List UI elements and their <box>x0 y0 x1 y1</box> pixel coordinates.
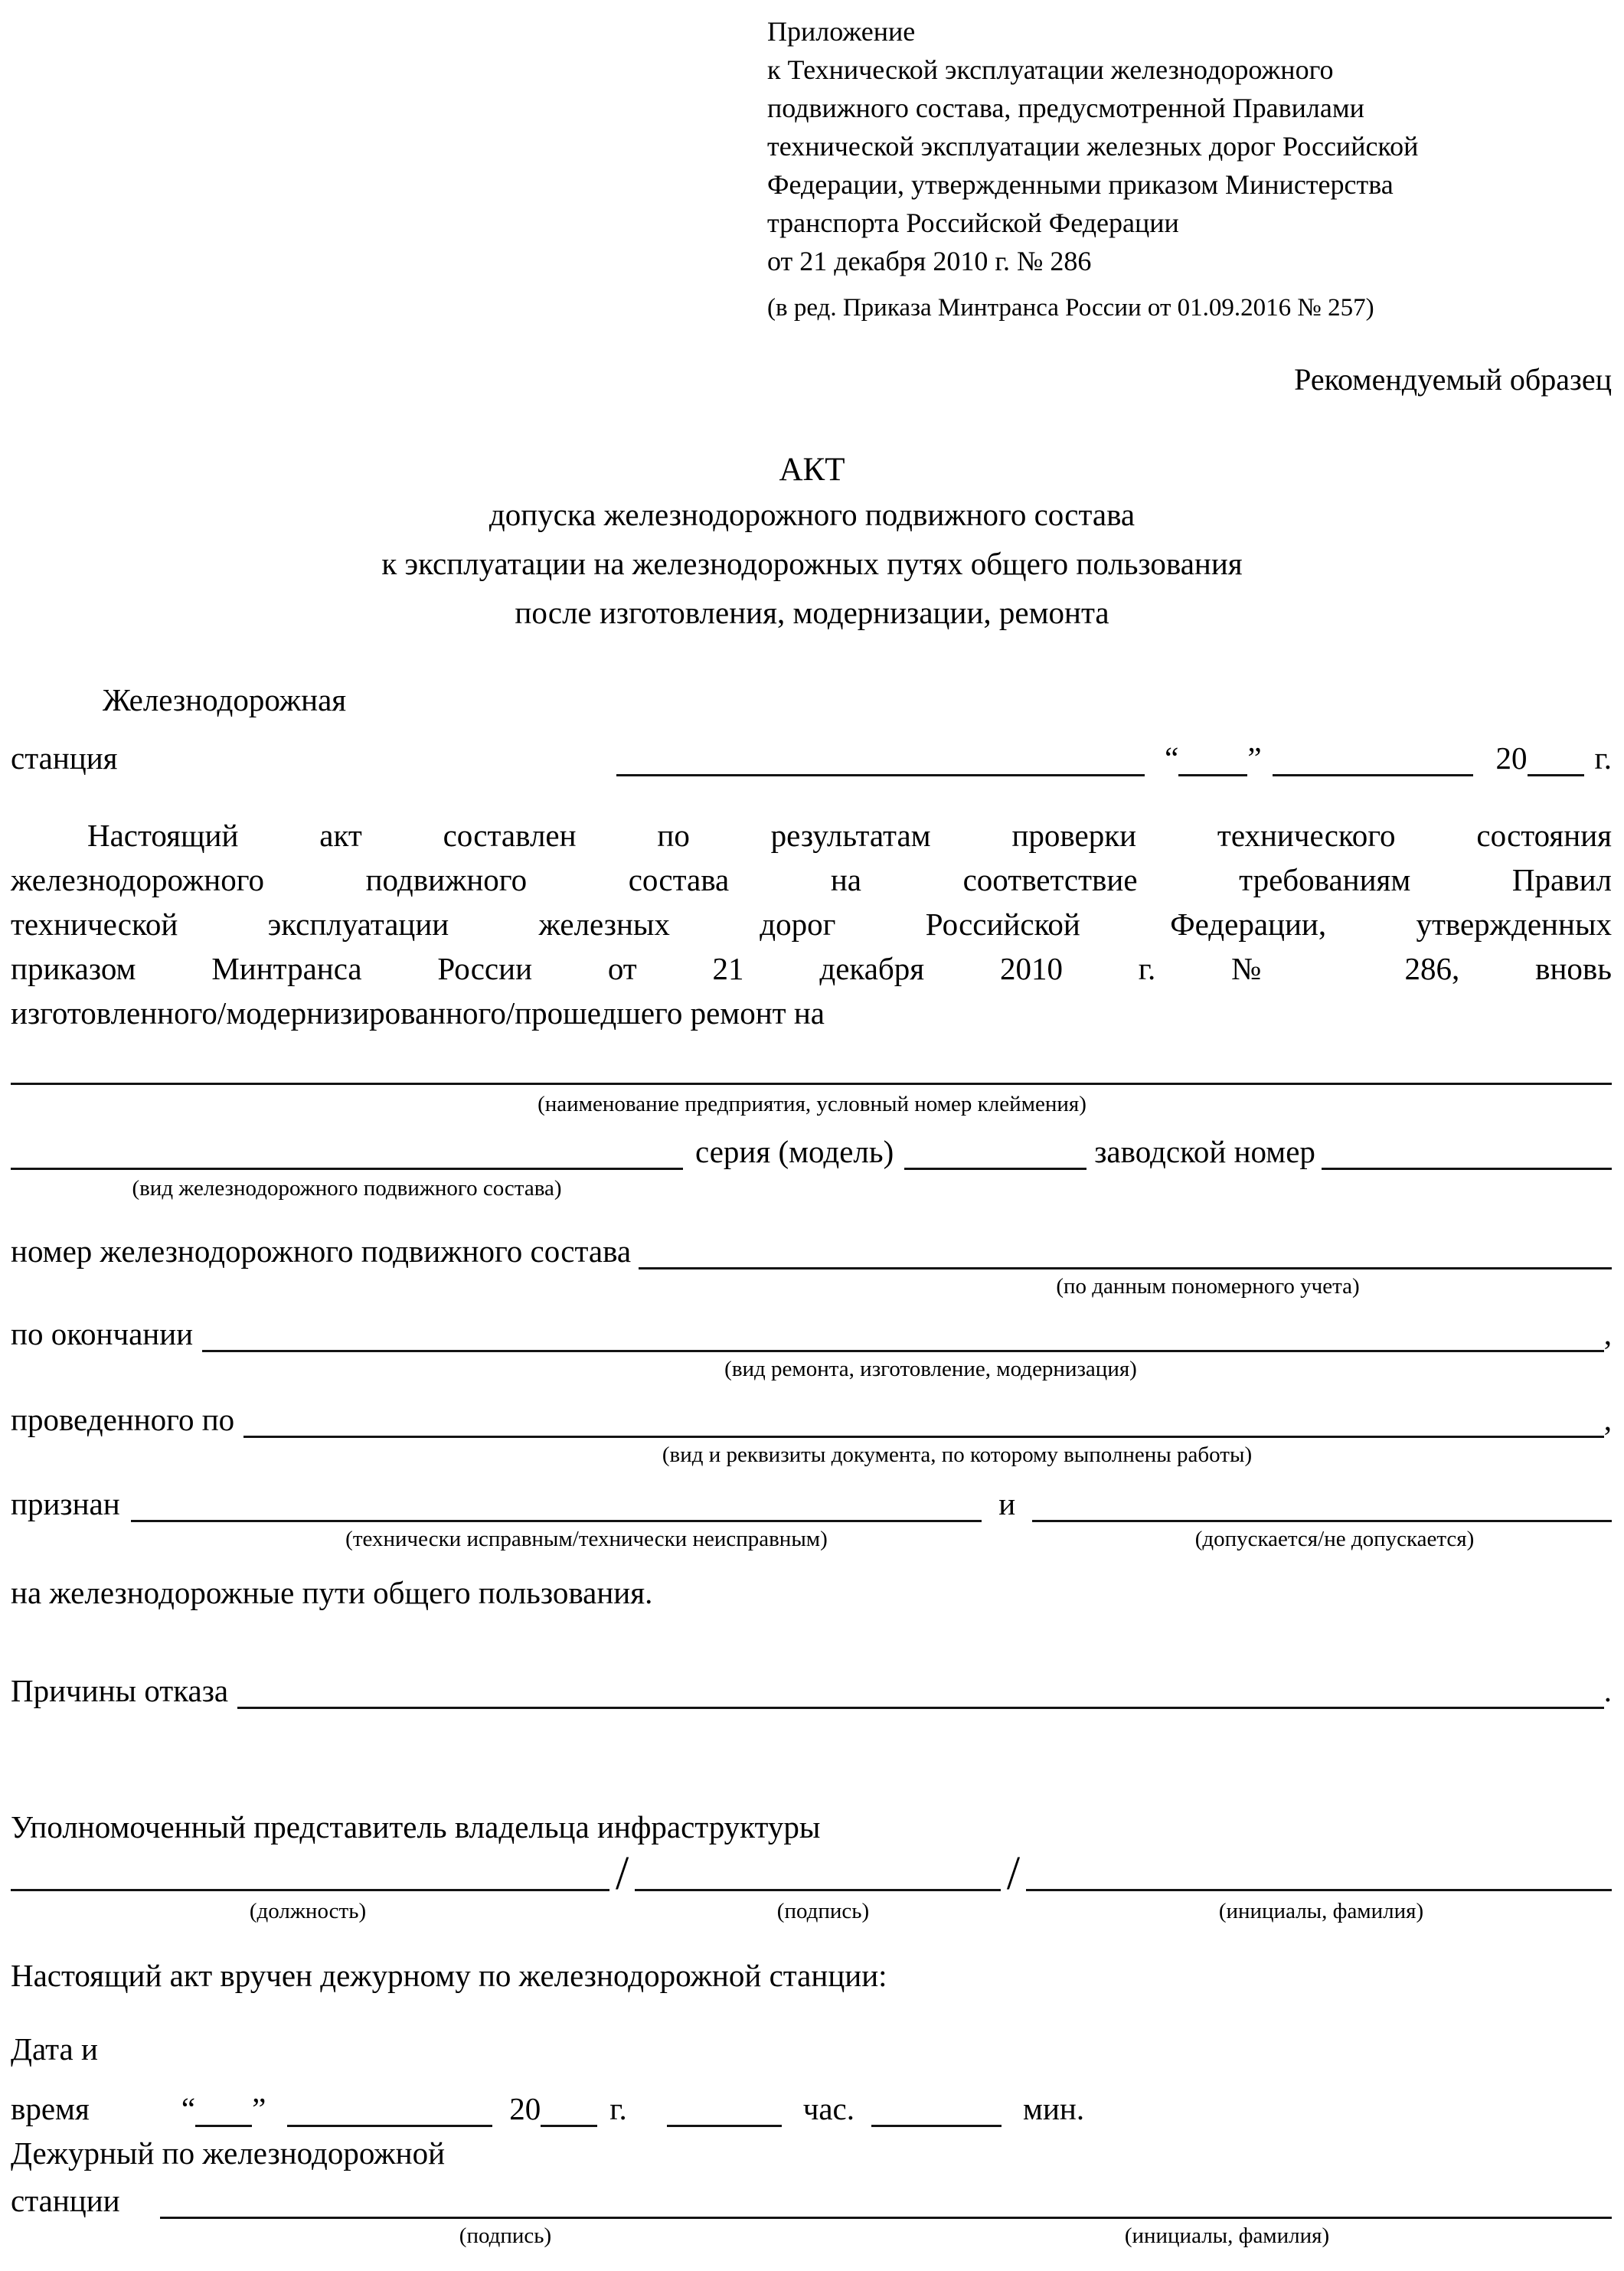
paragraph-line: технической эксплуатации железных дорог Российской Федерации, утвержденных <box>11 907 1612 942</box>
open-quote: “ <box>181 2091 196 2126</box>
enterprise-caption: (наименование предприятия, условный номер клеймения) <box>538 1092 1086 1116</box>
comma-mark: , <box>1603 1316 1612 1351</box>
conducted-by-label: проведенного по <box>11 1402 235 1437</box>
conducted-by-row <box>11 1390 1612 1438</box>
minutes-label: мин. <box>1023 2091 1085 2126</box>
document-blank <box>243 1436 1604 1438</box>
rolling-stock-number-label: номер железнодорожного подвижного состава <box>11 1234 632 1269</box>
station-name-blank <box>616 774 1145 776</box>
duty-signature-blank <box>160 2217 1612 2219</box>
admission-caption: (допускается/не допускается) <box>1194 1527 1475 1551</box>
rolling-stock-number-blank <box>639 1267 1612 1269</box>
paragraph-line: Настоящий акт составлен по результатам проверки технического состояния <box>87 818 1612 853</box>
factory-number-blank <box>1322 1168 1612 1170</box>
bottom-signature-caption: (подпись) <box>459 2224 552 2248</box>
appendix-line: подвижного состава, предусмотренной Правилами <box>767 93 1364 123</box>
appendix-block <box>767 12 1612 280</box>
hours-blank <box>667 2125 782 2127</box>
recognized-label: признан <box>11 1486 120 1521</box>
edition-note: (в ред. Приказа Минтранса России от 01.09.2016 № 257) <box>767 294 1374 322</box>
public-tracks-sentence: на железнодорожные пути общего пользования. <box>11 1575 653 1610</box>
month-blank <box>1273 774 1473 776</box>
year-blank <box>1528 774 1584 776</box>
station-label-line1: Железнодорожная <box>103 682 347 717</box>
paragraph-line: изготовленного/модернизированного/прошедшего ремонт на <box>11 995 825 1031</box>
appendix-line: к Технической эксплуатации железнодорожного <box>767 54 1334 85</box>
representative-signature-row <box>11 1841 1612 1900</box>
act-subtitle-1: допуска железнодорожного подвижного состава <box>489 497 1135 532</box>
recommended-sample-label: Рекомендуемый образец <box>1294 362 1612 397</box>
appendix-line: технической эксплуатации железных дорог Российской <box>767 131 1419 162</box>
bottom-initials-caption: (инициалы, фамилия) <box>1124 2224 1330 2248</box>
rolling-stock-type-caption: (вид железнодорожного подвижного состава) <box>132 1176 562 1201</box>
admission-blank <box>1032 1520 1612 1522</box>
initials-caption: (инициалы, фамилия) <box>1218 1899 1424 1923</box>
minutes-blank <box>871 2125 1002 2127</box>
act-title: АКТ <box>779 452 845 488</box>
act-subtitle-3: после изготовления, модернизации, ремонта <box>515 595 1109 630</box>
rolling-stock-type-blank <box>11 1168 683 1170</box>
year-prefix: 20 <box>509 2091 541 2126</box>
upon-completion-row <box>11 1305 1612 1352</box>
series-label: серия (модель) <box>695 1134 894 1169</box>
document-caption: (вид и реквизиты документа, по которому выполнены работы) <box>662 1443 1253 1467</box>
year-prefix: 20 <box>1495 740 1528 776</box>
station-row <box>11 729 1612 776</box>
repair-kind-caption: (вид ремонта, изготовление, модернизация) <box>724 1357 1137 1381</box>
rolling-stock-number-row <box>11 1222 1612 1269</box>
close-quote: ” <box>1247 740 1262 776</box>
appendix-line: от 21 декабря 2010 г. № 286 <box>767 246 1092 276</box>
factory-number-label: заводской номер <box>1094 1134 1315 1169</box>
refusal-reasons-blank <box>237 1707 1604 1709</box>
initials-blank <box>1026 1889 1612 1891</box>
and-conjunction: и <box>998 1486 1016 1521</box>
body-paragraph <box>11 813 1612 1035</box>
datetime-month-blank <box>287 2125 492 2127</box>
slash-separator: / <box>616 1848 629 1900</box>
upon-completion-label: по окончании <box>11 1316 194 1351</box>
technical-state-caption: (технически исправным/технически неисправным) <box>345 1527 828 1551</box>
datetime-label-line1: Дата и <box>11 2031 98 2067</box>
position-blank <box>11 1889 609 1891</box>
paragraph-line: железнодорожного подвижного состава на соответствие требованиям Правил <box>11 862 1612 897</box>
representative-heading: Уполномоченный представитель владельца инфраструктуры <box>11 1809 821 1845</box>
signature-blank <box>635 1889 1001 1891</box>
duty-officer-row <box>11 2171 1612 2219</box>
station-label-line2: станция <box>11 740 118 776</box>
appendix-line: Приложение <box>767 16 916 47</box>
duty-officer-label-line1: Дежурный по железнодорожной <box>11 2135 446 2171</box>
appendix-line: транспорта Российской Федерации <box>767 207 1179 238</box>
year-suffix: г. <box>1594 740 1612 776</box>
series-blank <box>904 1168 1086 1170</box>
day-blank <box>1178 774 1247 776</box>
signature-caption: (подпись) <box>776 1899 870 1923</box>
hours-label: час. <box>802 2091 854 2126</box>
period-mark: . <box>1603 1673 1612 1708</box>
close-quote: ” <box>252 2091 266 2126</box>
title-block <box>0 450 1624 637</box>
position-caption: (должность) <box>249 1899 367 1923</box>
datetime-row <box>11 2080 1612 2127</box>
enterprise-blank <box>11 1083 1612 1085</box>
paragraph-line: приказом Минтранса России от 21 декабря 2010 г. № 286, вновь <box>11 951 1612 986</box>
duty-officer-label-line2: станции <box>11 2183 120 2218</box>
act-subtitle-2: к эксплуатации на железнодорожных путях общего пользования <box>381 546 1243 581</box>
technical-state-blank <box>131 1520 982 1522</box>
datetime-day-blank <box>195 2125 252 2127</box>
datetime-label-line2: время <box>11 2091 90 2126</box>
datetime-year-blank <box>541 2125 597 2127</box>
handover-sentence: Настоящий акт вручен дежурному по железнодорожной станции: <box>11 1958 887 1993</box>
open-quote: “ <box>1165 740 1179 776</box>
series-row <box>11 1122 1612 1170</box>
repair-kind-blank <box>202 1350 1604 1352</box>
slash-separator: / <box>1006 1848 1021 1900</box>
year-suffix: г. <box>609 2091 627 2126</box>
comma-mark: , <box>1603 1402 1612 1437</box>
refusal-reasons-label: Причины отказа <box>11 1673 229 1708</box>
numbered-record-caption: (по данным пономерного учета) <box>1056 1274 1360 1299</box>
recognized-row <box>11 1475 1612 1522</box>
refusal-reasons-row <box>11 1662 1612 1709</box>
appendix-line: Федерации, утвержденными приказом Министерства <box>767 169 1394 200</box>
